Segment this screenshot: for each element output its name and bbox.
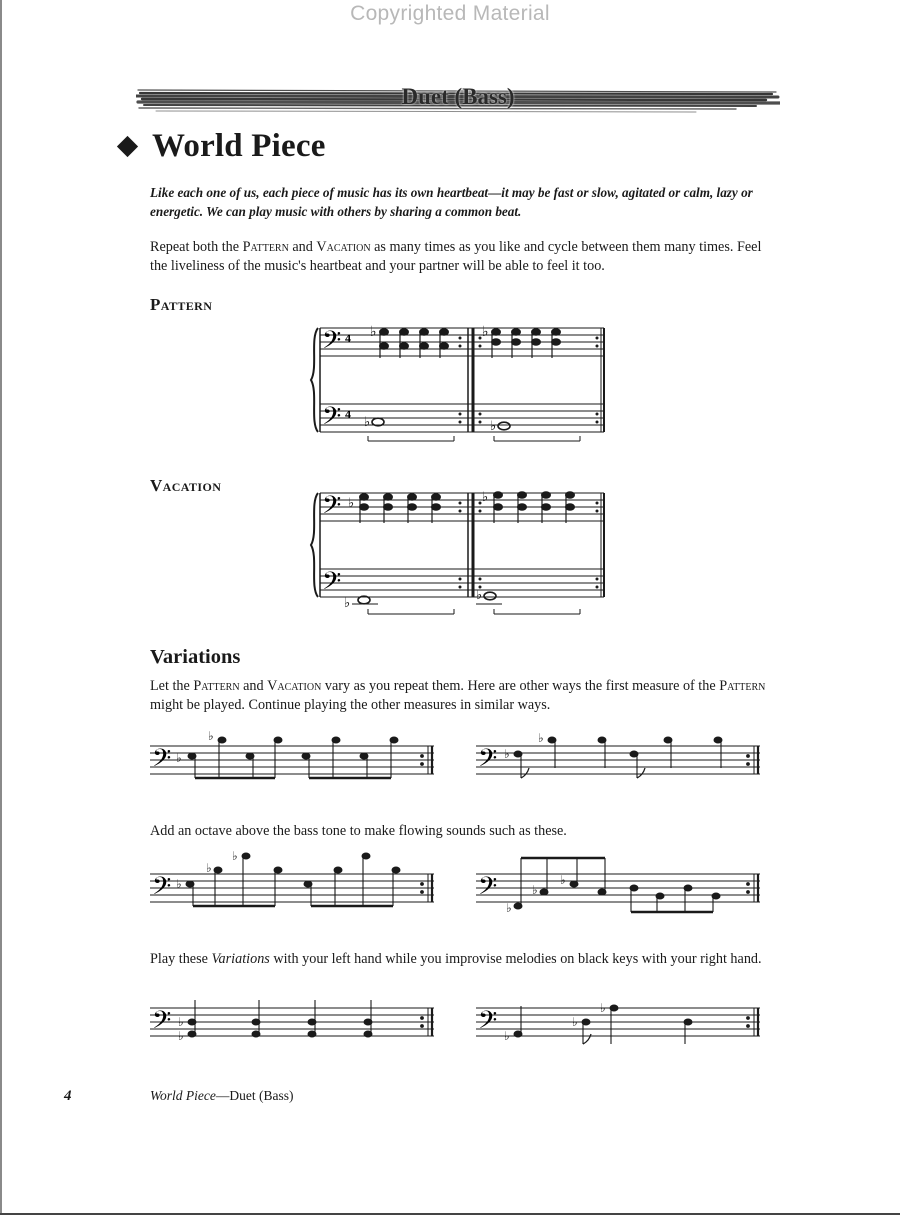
pattern-term: Pattern: [242, 239, 289, 255]
flat-icon: ♭: [370, 325, 377, 340]
bass-clef-icon: 𝄢: [152, 1006, 172, 1041]
flat-icon: ♭: [532, 883, 538, 897]
bass-clef-icon: 𝄢: [478, 872, 498, 907]
flat-icon: ♭: [176, 751, 182, 765]
text-run: might be played. Continue playing the other measures in similar ways.: [150, 697, 551, 713]
flat-icon: ♭: [206, 861, 212, 875]
text-run: and: [288, 239, 317, 255]
footer-title-em: World Piece: [150, 1088, 216, 1103]
variation-staff-4: [476, 848, 762, 918]
vacation-measure-1-notes: [348, 494, 441, 523]
text-run: and: [239, 678, 268, 694]
flowing-eighth-notes: [506, 858, 749, 915]
flat-icon: ♭: [176, 877, 182, 891]
diamond-bullet-icon: [117, 136, 138, 157]
play-paragraph: [150, 950, 780, 969]
pattern-grand-staff: [308, 318, 608, 448]
flat-icon: ♭: [348, 495, 355, 510]
page-edge: [0, 0, 2, 1222]
octave-paragraph: Add an octave above the bass tone to make flowing sounds such as these.: [150, 823, 567, 839]
flat-icon: ♭: [506, 901, 512, 915]
flat-icon: ♭: [482, 489, 489, 504]
brace-icon: [311, 493, 318, 597]
flat-icon: ♭: [476, 587, 483, 602]
vacation-heading: Vacation: [150, 476, 222, 495]
flat-icon: ♭: [600, 1001, 606, 1015]
bass-clef-icon: 𝄢: [322, 326, 342, 361]
treble-bass-staff-lines: [320, 328, 604, 432]
text-run: as many times as you like and cycle between them many times. Feel the liveliness of the music's heartbeat and your partner will be able to feel it too.: [150, 239, 762, 274]
intro-paragraph: Like each one of us, each piece of music has its own heartbeat—it may be fast or slow, agitated or calm, lazy or energetic. We can play music with others by sharing a common beat.: [150, 185, 753, 219]
variation-staff-5: [150, 996, 436, 1046]
brace-icon: [311, 328, 318, 432]
repeat-signs: [459, 337, 599, 424]
page-title: World Piece: [152, 128, 326, 164]
vacation-term: Vacation: [267, 678, 322, 694]
pattern-heading: Pattern: [150, 295, 213, 314]
vacation-measure-2-notes: [482, 489, 575, 523]
text-run: Repeat both the: [150, 239, 243, 255]
flat-icon: ♭: [178, 1029, 184, 1043]
variation-staff-1: [150, 728, 436, 784]
flat-icon: ♭: [208, 729, 214, 743]
bass-clef-icon: 𝄢: [152, 744, 172, 779]
vacation-grand-staff: [308, 483, 608, 623]
flat-icon: ♭: [482, 325, 489, 340]
text-run: Let the: [150, 678, 194, 694]
bass-clef-icon: 𝄢: [152, 872, 172, 907]
variation-staff-6: [476, 996, 762, 1046]
flat-icon: ♭: [364, 414, 371, 429]
repeat-signs: [459, 502, 599, 589]
pattern-term: Pattern: [719, 678, 766, 694]
page-bottom-border: [0, 1213, 900, 1224]
flat-icon: ♭: [504, 747, 510, 761]
time-signature: 4: [345, 407, 351, 421]
variation-staff-2: [476, 728, 762, 784]
bass-clef-icon: 𝄢: [478, 744, 498, 779]
text-run: vary as you repeat them. Here are other ways the first measure of the: [321, 678, 720, 694]
watermark: Copyrighted Material: [350, 2, 550, 25]
variation-staff-3: [150, 848, 436, 914]
flat-icon: ♭: [538, 731, 544, 745]
text-run: with your left hand while you improvise melodies on black keys with your right hand.: [269, 951, 762, 967]
flat-icon: ♭: [572, 1015, 578, 1029]
flat-icon: ♭: [232, 849, 238, 863]
bass-clef-icon: 𝄢: [322, 402, 342, 437]
page-number: 4: [64, 1088, 72, 1104]
octave-eighth-notes: [176, 849, 423, 906]
time-signature: 4: [345, 331, 351, 345]
variations-term: Variations: [211, 951, 270, 967]
flat-icon: ♭: [344, 595, 351, 610]
vacation-term: Vacation: [316, 239, 371, 255]
text-run: Play these: [150, 951, 212, 967]
flat-icon: ♭: [504, 1029, 510, 1043]
flat-icon: ♭: [490, 418, 497, 433]
bass-clef-icon: 𝄢: [322, 491, 342, 526]
bass-whole-notes: [344, 587, 580, 614]
flat-icon: ♭: [178, 1015, 184, 1029]
repeat-paragraph: [150, 238, 780, 276]
bass-clef-icon: 𝄢: [478, 1006, 498, 1041]
banner-title: Duet (Bass): [401, 84, 515, 109]
title-block: [115, 128, 326, 165]
eighth-quarter-notes: [504, 731, 749, 778]
bass-clef-icon: 𝄢: [322, 567, 342, 602]
footer-title: [150, 1088, 293, 1104]
footer-title-rest: —Duet (Bass): [215, 1088, 294, 1103]
variations-paragraph: [150, 677, 780, 715]
variations-heading: Variations: [150, 646, 241, 668]
pattern-term: Pattern: [193, 678, 240, 694]
flat-icon: ♭: [560, 873, 566, 887]
